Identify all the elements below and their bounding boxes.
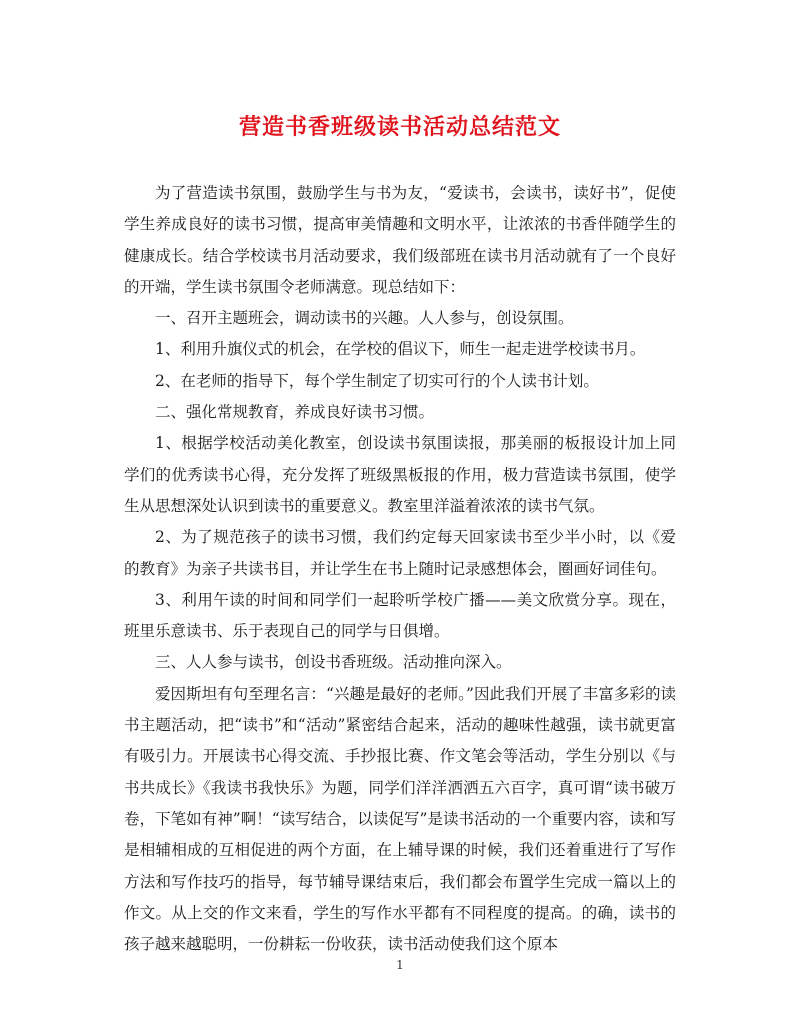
document-body: [124, 178, 676, 960]
paragraph: 爱因斯坦有句至理名言：“兴趣是最好的老师。”因此我们开展了丰富多彩的读书主题活动，把“读书”和“活动”紧密结合起来，活动的趣味性越强，读书就更富有吸引力。开展读书心得交流、手抄报比赛、作文笔会等活动，学生分别以《与书共成长》《我读书我快乐》为题，同学们洋洋洒洒五六百字，真可谓“读书破万卷，下笔如有神”啊！“读写结合，以读促写”是读书活动的一个重要内容，读和写是相辅相成的互相促进的两个方面，在上辅导课的时候，我们还着重进行了写作方法和写作技巧的指导，每节辅导课结束后，我们都会布置学生完成一篇以上的作文。从上交的作文来看，学生的写作水平都有不同程度的提高。的确，读书的孩子越来越聪明，一份耕耘一份收获，读书活动使我们这个原本: [124, 684, 676, 954]
page-number: 1: [396, 958, 404, 972]
document-title: 营造书香班级读书活动总结范文: [238, 114, 561, 140]
paragraph: 为了营造读书氛围，鼓励学生与书为友，“爱读书，会读书，读好书”，促使学生养成良好的读书习惯，提高审美情趣和文明水平，让浓浓的书香伴随学生的健康成长。结合学校读书月活动要求，我们级部班在读书月活动就有了一个良好的开端，学生读书氛围令老师满意。现总结如下：: [124, 184, 676, 296]
paragraph: 3、利用午读的时间和同学们一起聆听学校广播——美文欣赏分享。现在，班里乐意读书、乐于表现自己的同学与日俱增。: [124, 590, 676, 641]
paragraph: 三、人人参与读书，创设书香班级。活动推向深入。: [155, 653, 512, 672]
paragraph: 1、根据学校活动美化教室，创设读书氛围读报，那美丽的板报设计加上同学们的优秀读书心得，充分发挥了班级黑板报的作用，极力营造读书氛围，使学生从思想深处认识到读书的重要意义。教室里洋溢着浓浓的读书气氛。: [124, 434, 676, 515]
paragraph: 2、为了规范孩子的读书习惯，我们约定每天回家读书至少半小时，以《爱的教育》为亲子共读书目，并让学生在书上随时记录感想体会，圈画好词佳句。: [124, 528, 676, 578]
paragraph: 2、在老师的指导下，每个学生制定了切实可行的个人读书计划。: [155, 371, 599, 390]
paragraph: 一、召开主题班会，调动读书的兴趣。人人参与，创设氛围。: [155, 309, 574, 328]
paragraph: 二、强化常规教育，养成良好读书习惯。: [155, 403, 435, 422]
paragraph: 1、利用升旗仪式的机会，在学校的倡议下，师生一起走进学校读书月。: [155, 340, 646, 359]
